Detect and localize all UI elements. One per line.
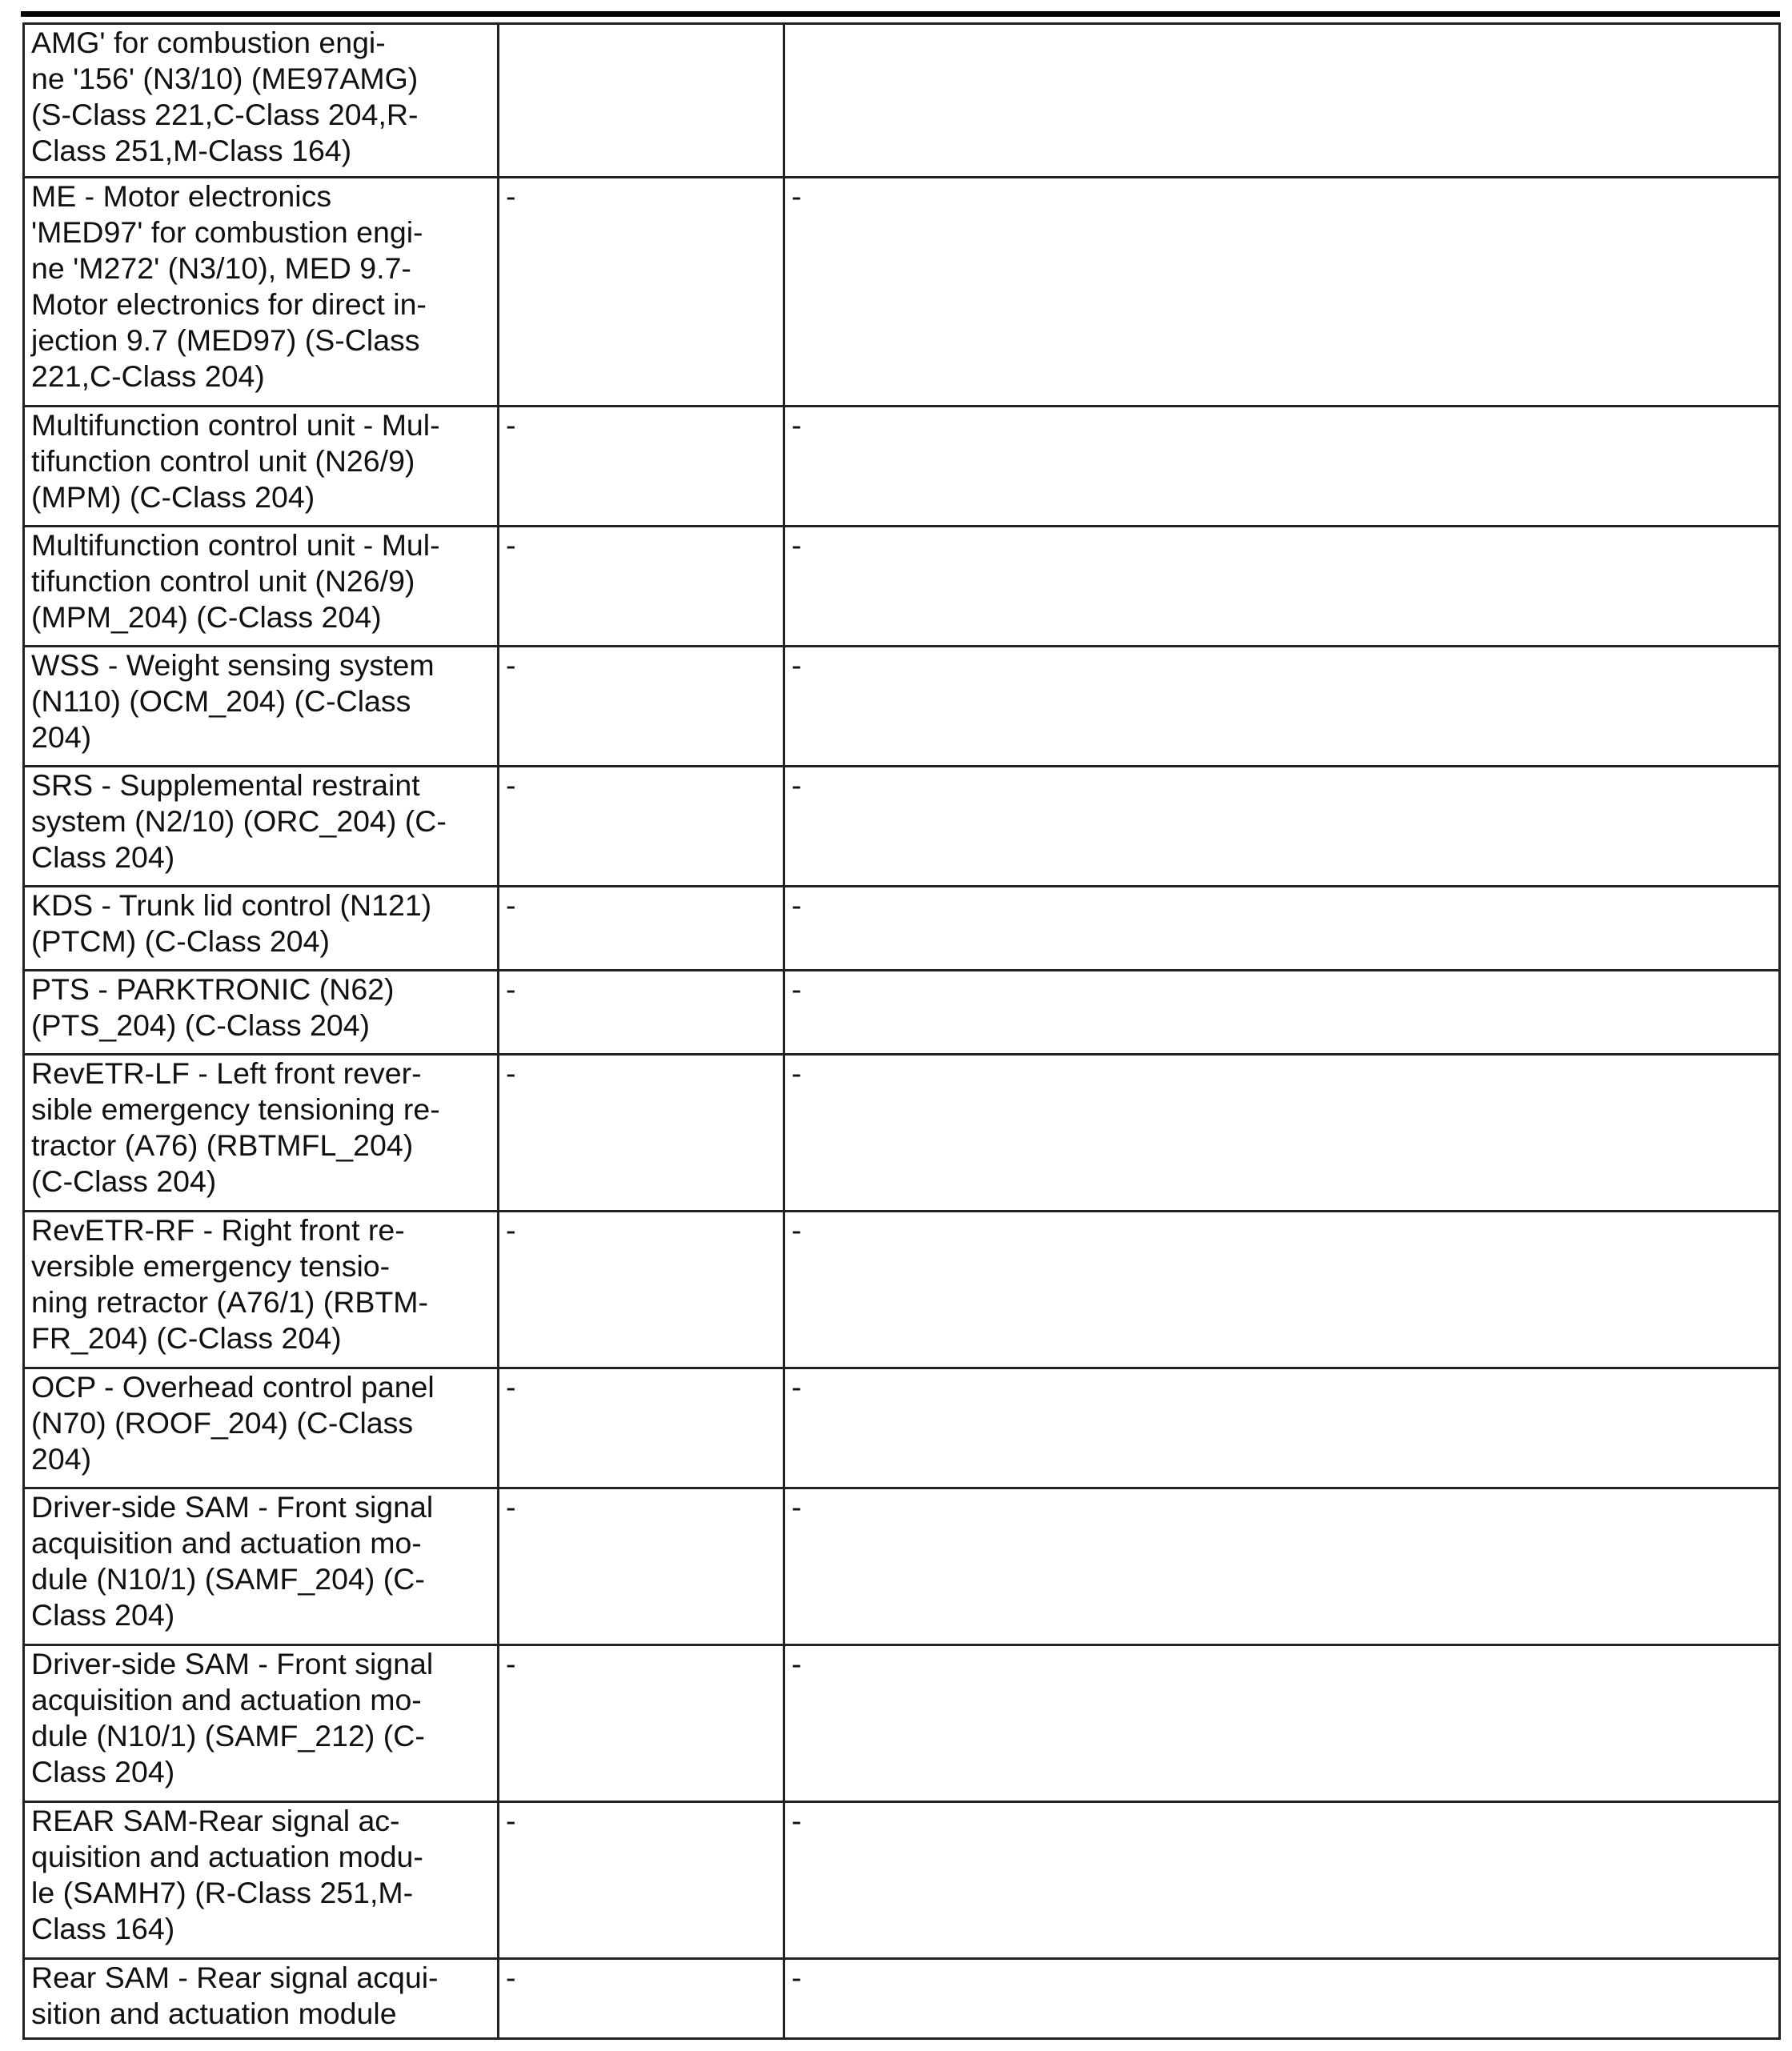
table-row <box>24 1055 1780 1212</box>
control-unit-name: ME - Motor electronics 'MED97' for combustion engi- ne 'M272' (N3/10), MED 9.7- Motor electronics for direct in- jection 9.7 (MED97) (S-Class 221,C-Class 204) <box>24 178 499 407</box>
column-3-cell: - <box>784 407 1780 527</box>
column-3-cell: - <box>784 1959 1780 2039</box>
column-2-cell: - <box>499 1802 784 1959</box>
table-row <box>24 24 1780 178</box>
column-2-cell: - <box>499 1488 784 1645</box>
control-unit-name: Driver-side SAM - Front signal acquisition and actuation mo- dule (N10/1) (SAMF_204) (C- Class 204) <box>24 1488 499 1645</box>
column-2-cell: - <box>499 527 784 647</box>
control-unit-name: AMG' for combustion engi- ne '156' (N3/10) (ME97AMG) (S-Class 221,C-Class 204,R- Class 251,M-Class 164) <box>24 24 499 178</box>
control-unit-table <box>22 22 1781 2040</box>
table-row <box>24 1488 1780 1645</box>
table-row <box>24 647 1780 767</box>
control-unit-name: OCP - Overhead control panel (N70) (ROOF_204) (C-Class 204) <box>24 1368 499 1488</box>
control-unit-name: RevETR-LF - Left front rever- sible emergency tensioning re- tractor (A76) (RBTMFL_204) (C-Class 204) <box>24 1055 499 1212</box>
column-3-cell: - <box>784 1488 1780 1645</box>
table-row <box>24 527 1780 647</box>
control-unit-name: PTS - PARKTRONIC (N62) (PTS_204) (C-Class 204) <box>24 971 499 1055</box>
column-3-cell: - <box>784 1055 1780 1212</box>
column-2-cell: - <box>499 1368 784 1488</box>
control-unit-name: Multifunction control unit - Mul- tifunction control unit (N26/9) (MPM_204) (C-Class 204) <box>24 527 499 647</box>
control-unit-name: Driver-side SAM - Front signal acquisition and actuation mo- dule (N10/1) (SAMF_212) (C- Class 204) <box>24 1645 499 1802</box>
control-unit-name: RevETR-RF - Right front re- versible emergency tensio- ning retractor (A76/1) (RBTM- FR_204) (C-Class 204) <box>24 1212 499 1368</box>
column-2-cell: - <box>499 1212 784 1368</box>
table-row <box>24 767 1780 887</box>
column-3-cell: - <box>784 527 1780 647</box>
column-2-cell: - <box>499 1645 784 1802</box>
column-3-cell: - <box>784 971 1780 1055</box>
column-2-cell: - <box>499 887 784 971</box>
table-row <box>24 178 1780 407</box>
table-row <box>24 971 1780 1055</box>
control-unit-name: Multifunction control unit - Mul- tifunction control unit (N26/9) (MPM) (C-Class 204) <box>24 407 499 527</box>
control-unit-name: REAR SAM-Rear signal ac- quisition and actuation modu- le (SAMH7) (R-Class 251,M- Class 164) <box>24 1802 499 1959</box>
table-row <box>24 1802 1780 1959</box>
column-3-cell: - <box>784 1368 1780 1488</box>
column-3-cell: - <box>784 1212 1780 1368</box>
column-2-cell <box>499 24 784 178</box>
column-3-cell: - <box>784 887 1780 971</box>
control-unit-name: Rear SAM - Rear signal acqui- sition and actuation module <box>24 1959 499 2039</box>
top-rule <box>21 11 1780 17</box>
table-row <box>24 407 1780 527</box>
control-unit-name: WSS - Weight sensing system (N110) (OCM_204) (C-Class 204) <box>24 647 499 767</box>
column-2-cell: - <box>499 647 784 767</box>
table-row <box>24 1368 1780 1488</box>
column-3-cell: - <box>784 647 1780 767</box>
column-2-cell: - <box>499 767 784 887</box>
column-2-cell: - <box>499 971 784 1055</box>
column-2-cell: - <box>499 178 784 407</box>
column-3-cell: - <box>784 178 1780 407</box>
table-row <box>24 1645 1780 1802</box>
control-unit-name: KDS - Trunk lid control (N121) (PTCM) (C-Class 204) <box>24 887 499 971</box>
column-2-cell: - <box>499 407 784 527</box>
column-3-cell: - <box>784 1645 1780 1802</box>
table-row <box>24 887 1780 971</box>
column-2-cell: - <box>499 1055 784 1212</box>
control-unit-name: SRS - Supplemental restraint system (N2/10) (ORC_204) (C- Class 204) <box>24 767 499 887</box>
table-row <box>24 1959 1780 2039</box>
table-row <box>24 1212 1780 1368</box>
column-3-cell: - <box>784 1802 1780 1959</box>
column-2-cell: - <box>499 1959 784 2039</box>
column-3-cell <box>784 24 1780 178</box>
column-3-cell: - <box>784 767 1780 887</box>
